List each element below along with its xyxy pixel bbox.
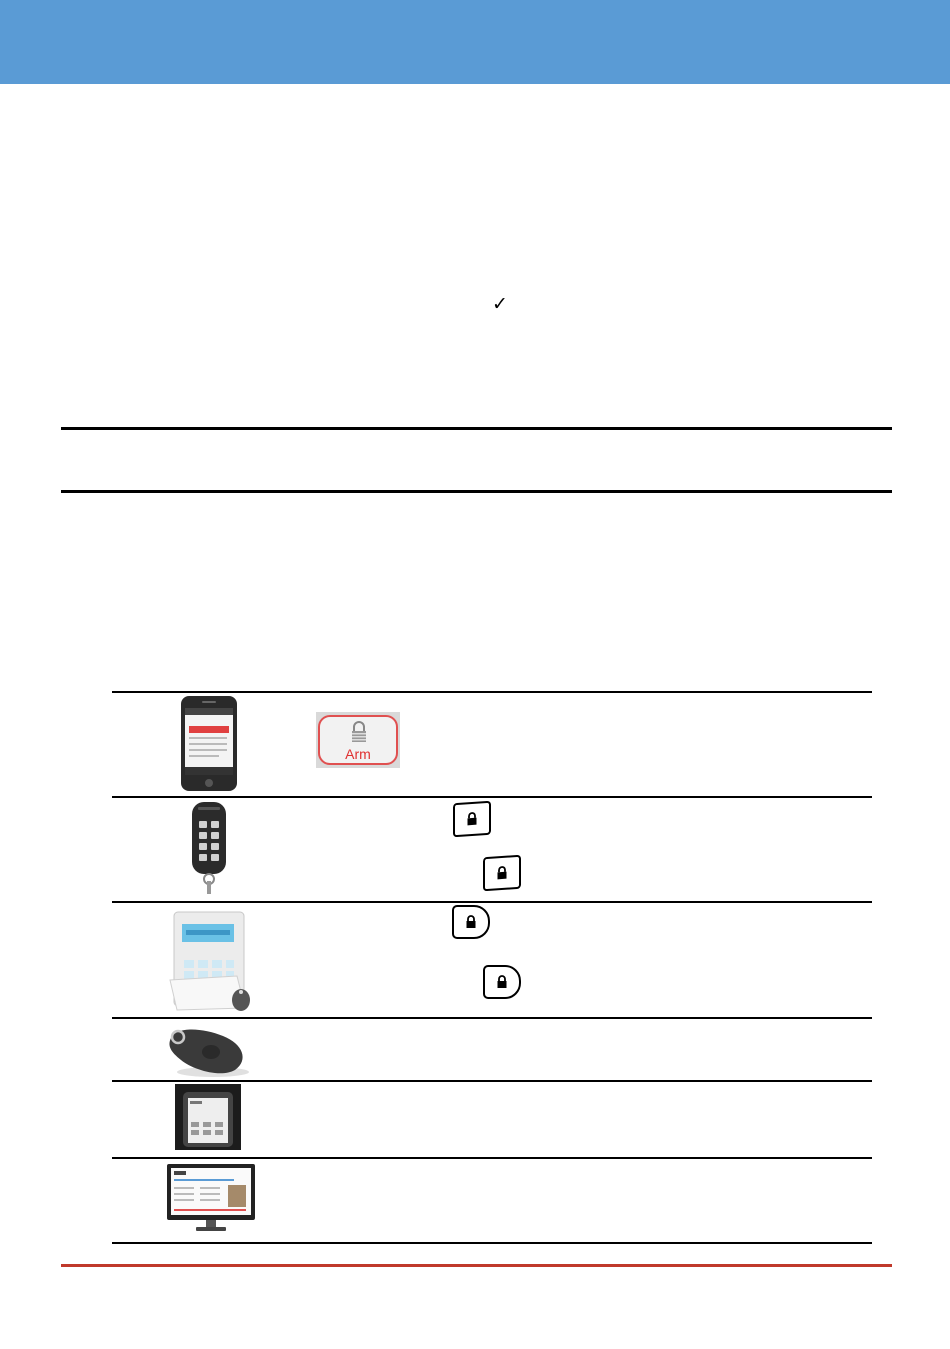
- proximity-tag-icon: [163, 1020, 251, 1083]
- table-rule: [112, 691, 872, 693]
- web-monitor-icon: [166, 1163, 256, 1238]
- arm-label: Arm: [345, 746, 371, 762]
- lock-button-icon: [483, 855, 521, 892]
- table-rule: [112, 1017, 872, 1019]
- arm-button-icon: [316, 712, 400, 768]
- lock-d-button-icon: [452, 905, 490, 939]
- table-rule: [112, 901, 872, 903]
- section-rule-bottom: [61, 490, 892, 493]
- checkmark-icon: ✓: [492, 293, 508, 315]
- section-rule-top: [61, 427, 892, 430]
- smartphone-app-icon: [180, 695, 238, 797]
- page-header-bar: [0, 0, 950, 84]
- wall-keypad-icon: [165, 908, 253, 1017]
- tablet-icon: [175, 1084, 241, 1155]
- table-rule: [112, 1242, 872, 1244]
- footer-rule: [61, 1264, 892, 1267]
- keyfob-remote-icon: [190, 801, 228, 900]
- table-rule: [112, 1157, 872, 1159]
- lock-button-icon: [453, 801, 491, 838]
- lock-d-button-icon: [483, 965, 521, 999]
